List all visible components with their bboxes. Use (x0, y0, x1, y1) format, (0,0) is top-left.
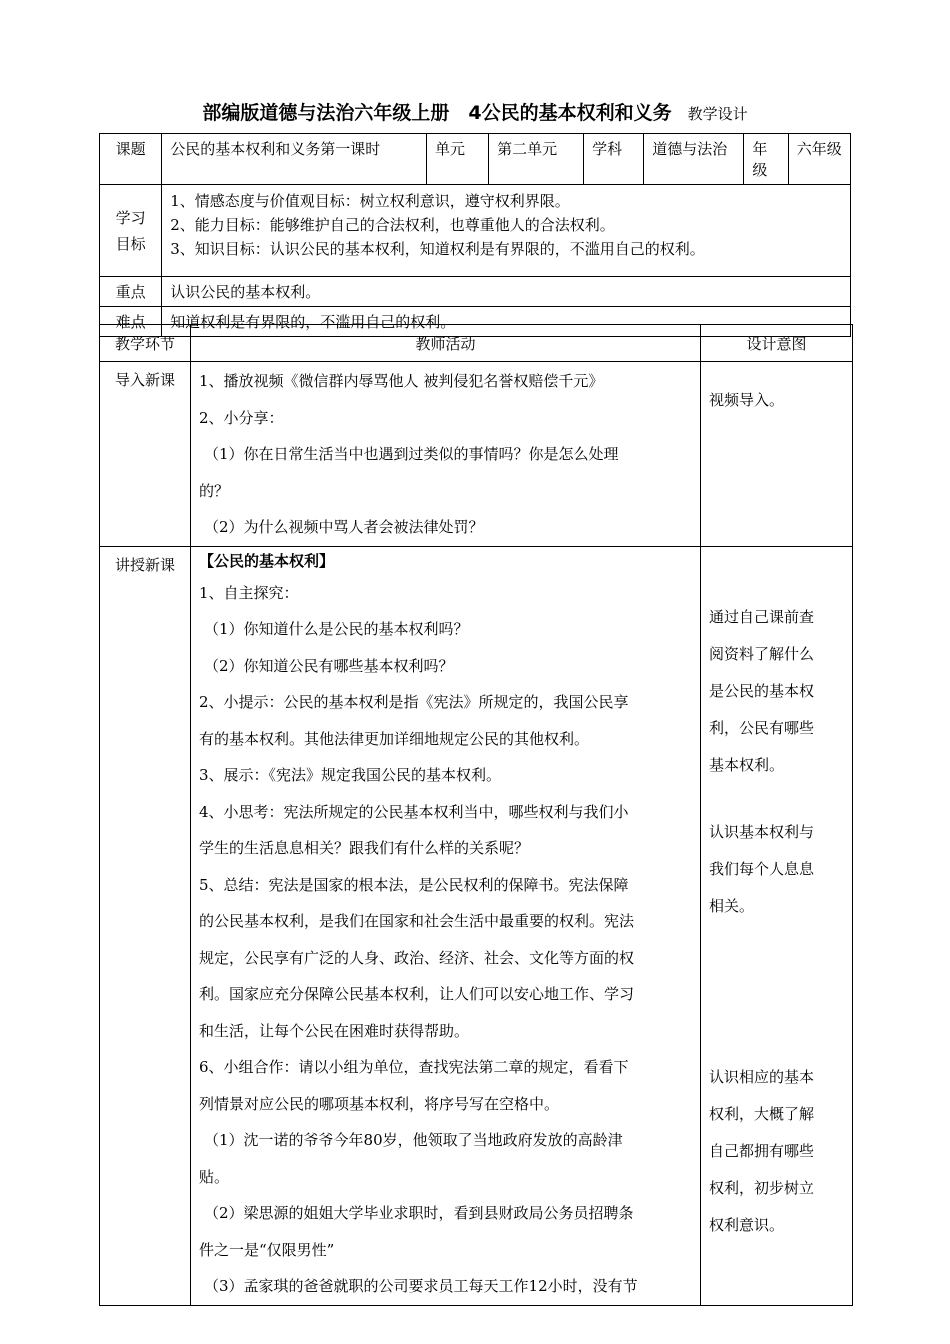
activity-line: 有的基本权利。其他法律更加详细地规定公民的其他权利。 (199, 729, 590, 748)
key-point-row (100, 277, 851, 307)
activity-line: （2）为什么视频中骂人者会被法律处罚？ (204, 518, 484, 536)
intro-row (100, 362, 853, 547)
goals-label: 学习 目标 (100, 185, 162, 277)
document-title (0, 98, 950, 125)
activity-line: （1）你知道什么是公民的基本权利吗？ (204, 620, 469, 638)
activity-line: 3、展示：《宪法》规定我国公民的基本权利。 (199, 766, 502, 784)
activity-line: 的公民基本权利，是我们在国家和社会生活中最重要的权利。宪法 (199, 912, 635, 930)
activity-line: 4、小思考：宪法所规定的公民基本权利当中，哪些权利与我们小 (199, 802, 629, 821)
activity-line: （3）孟家琪的爸爸就职的公司要求员工每天工作12小时，没有节 (204, 1277, 638, 1295)
activity-line: 学生的生活息息相关？跟我们有什么样的关系呢？ (199, 839, 530, 857)
activity-line: 和生活，让每个公民在困难时获得帮助。 (199, 1021, 470, 1040)
goal-item: 3、知识目标：认识公民的基本权利，知道权利是有界限的，不滥用自己的权利。 (170, 240, 705, 258)
activity-line: （2）你知道公民有哪些基本权利吗？ (204, 656, 454, 675)
title-main: 部编版道德与法治六年级上册 4公民的基本权利和义务 (202, 102, 672, 124)
header-stage: 教学环节 (100, 325, 191, 362)
goal-item: 2、能力目标：能够维护自己的合法权利，也尊重他人的合法权利。 (170, 216, 615, 234)
intro-stage: 导入新课 (100, 362, 191, 547)
intro-activity (191, 362, 701, 547)
activity-line: 2、小提示：公民的基本权利是指《宪法》所规定的，我国公民享 (199, 693, 629, 711)
grade-label: 年级 (744, 134, 788, 185)
activity-line: 贴。 (199, 1167, 230, 1186)
key-point-value: 认识公民的基本权利。 (162, 277, 851, 307)
subject-label: 学科 (584, 134, 644, 185)
activity-line: （1）沈一诺的爷爷今年80岁，他领取了当地政府发放的高龄津 (204, 1131, 623, 1149)
activity-line: 利。国家应充分保障公民基本权利，让人们可以安心地工作、学习 (199, 985, 635, 1003)
lesson-stage: 讲授新课 (100, 546, 191, 1305)
activity-line: 件之一是“仅限男性” (199, 1240, 335, 1259)
intro-intent (701, 362, 853, 547)
topic-value: 公民的基本权利和义务第一课时 (162, 134, 427, 185)
topic-row (100, 134, 851, 185)
unit-value: 第二单元 (489, 134, 584, 185)
activity-line: 的？ (199, 481, 230, 500)
lesson-row (100, 546, 853, 1305)
goals-row (100, 185, 851, 277)
intent-line: 视频导入。 (709, 391, 785, 409)
intent-block-1: 通过自己课前查 阅资料了解什么 是公民的基本权 利，公民有哪些 基本权利。 (709, 607, 815, 774)
section-heading: 【公民的基本权利】 (199, 551, 335, 570)
lesson-activity (191, 546, 701, 1305)
goals-content (162, 185, 851, 277)
activity-line: 规定，公民享有广泛的人身、政治、经济、社会、文化等方面的权 (199, 948, 635, 967)
intent-block-2: 认识基本权利与 我们每个人息息 相关。 (709, 822, 815, 915)
difficulty-label: 难点 (100, 307, 162, 337)
activity-line: 列情景对应公民的哪项基本权利，将序号写在空格中。 (199, 1094, 560, 1113)
intent-block-3: 认识相应的基本 权利，大概了解 自己都拥有哪些 权利，初步树立 权利意识。 (709, 1067, 815, 1234)
grade-value: 六年级 (788, 134, 850, 185)
process-header-row (100, 325, 853, 362)
lesson-intent (701, 546, 853, 1305)
activity-line: 6、小组合作：请以小组为单位，查找宪法第二章的规定，看看下 (199, 1058, 629, 1076)
process-table (99, 324, 853, 1306)
activity-line: 1、播放视频《微信群内辱骂他人 被判侵犯名誉权赔偿千元》 (199, 372, 604, 390)
topic-label: 课题 (100, 134, 162, 185)
activity-line: （2）梁思源的姐姐大学毕业求职时，看到县财政局公务员招聘条 (204, 1204, 634, 1222)
key-point-label: 重点 (100, 277, 162, 307)
activity-line: 2、小分享： (199, 408, 284, 427)
info-table (99, 133, 851, 337)
activity-line: （1）你在日常生活当中也遇到过类似的事情吗？你是怎么处理 (204, 445, 619, 463)
unit-label: 单元 (426, 134, 488, 185)
difficulty-value: 知道权利是有界限的，不滥用自己的权利。 (162, 307, 851, 337)
goal-item: 1、情感态度与价值观目标：树立权利意识，遵守权利界限。 (170, 192, 570, 210)
header-intent: 设计意图 (701, 325, 853, 362)
title-sub: 教学设计 (687, 105, 748, 123)
activity-line: 1、自主探究： (199, 583, 299, 602)
header-activity: 教师活动 (191, 325, 701, 362)
subject-value: 道德与法治 (644, 134, 744, 185)
activity-line: 5、总结：宪法是国家的根本法，是公民权利的保障书。宪法保障 (199, 875, 629, 894)
